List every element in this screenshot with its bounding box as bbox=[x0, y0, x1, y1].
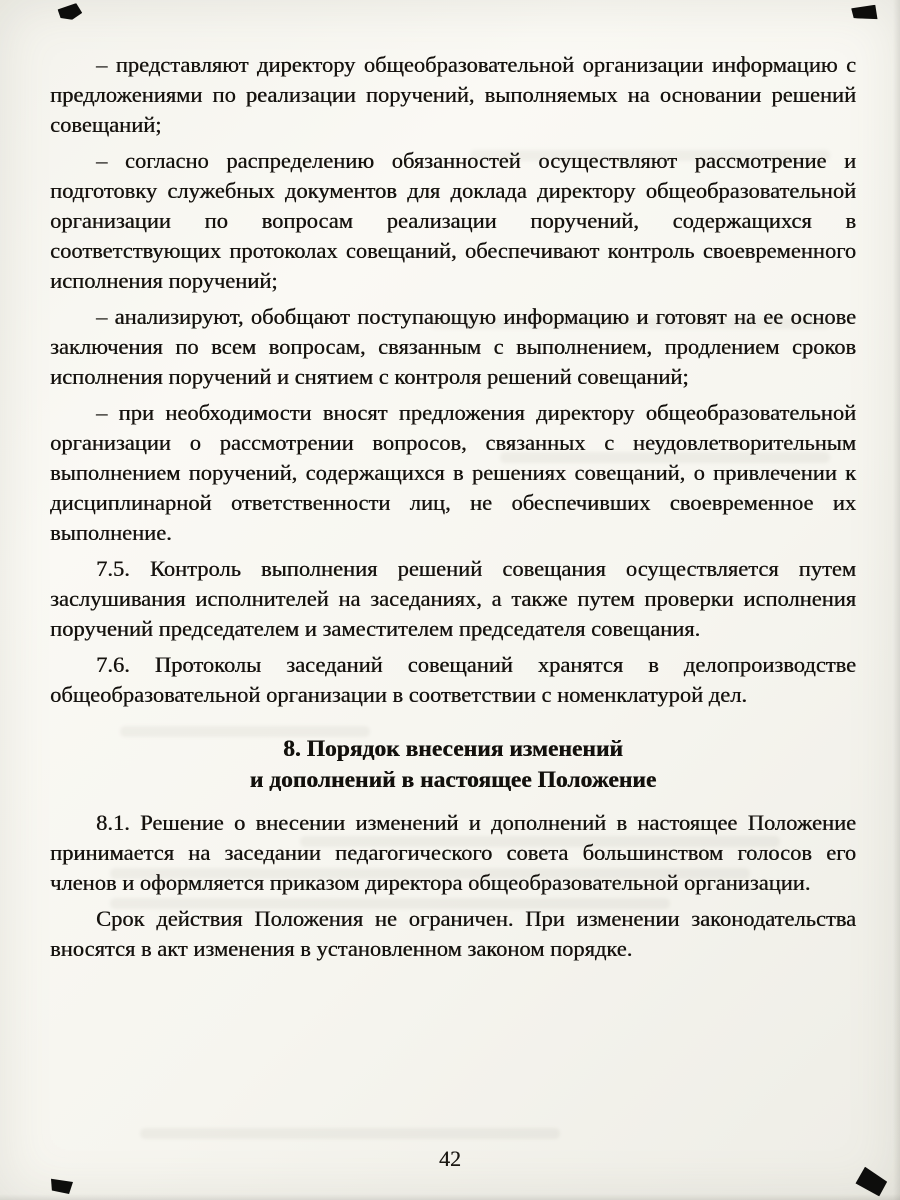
paragraph-8-1: 8.1. Решение о внесении изменений и дополнений в настоящее Положение принимается на заседании педагогического совета большинством голосов его членов и оформляется приказом директора общеобразовательной организации. bbox=[50, 810, 856, 895]
section-8-heading bbox=[50, 734, 856, 796]
section-heading-line-2: и дополнений в настоящее Положение bbox=[249, 767, 657, 793]
paragraph-7-5: 7.5. Контроль выполнения решений совещания осуществляется путем заслушивания исполнителей на заседаниях, а также путем проверки исполнения поручений председателем и заместителем председателя совещания. bbox=[50, 556, 856, 641]
page-edge-shadow-right bbox=[893, 0, 900, 1200]
ink-bleed-artifact bbox=[140, 1128, 560, 1139]
paragraph-7-6: 7.6. Протоколы заседаний совещаний хранятся в делопроизводстве общеобразовательной организации в соответствии с номенклатурой дел. bbox=[50, 652, 856, 707]
scan-artifact-corner-top-right bbox=[851, 3, 879, 20]
section-heading-line-1: 8. Порядок внесения изменений bbox=[283, 736, 623, 762]
paragraph-dash-item-3: – анализируют, обобщают поступающую информацию и готовят на ее основе заключения по всем вопросам, связанным с выполнением, продлением сроков исполнения поручений и снятием с контроля решений совещаний; bbox=[50, 304, 856, 389]
scan-artifact-corner-bottom-left bbox=[51, 1178, 73, 1194]
scan-artifact-corner-top-left bbox=[57, 3, 83, 22]
document-body bbox=[50, 50, 856, 970]
paragraph-dash-item-1: – представляют директору общеобразовательной организации информацию с предложениями по реализации поручений, выполняемых на основании решений совещаний; bbox=[50, 52, 856, 137]
page-number: 42 bbox=[439, 1146, 461, 1171]
paragraph-dash-item-4: – при необходимости вносят предложения директору общеобразовательной организации о рассмотрении вопросов, связанных с неудовлетворительным выполнением поручений, содержащихся в решениях совещаний, о привлечении к дисциплинарной ответственности лиц, не обеспечивших своевременное их выполнение. bbox=[50, 400, 856, 545]
paragraph-dash-item-2: – согласно распределению обязанностей осуществляют рассмотрение и подготовку служебных документов для доклада директору общеобразовательной организации по вопросам реализации поручений, содержащихся в соответствующих протоколах совещаний, обеспечивают контроль своевременного исполнения поручений; bbox=[50, 148, 856, 293]
page-edge-shadow-bottom bbox=[0, 1194, 900, 1200]
paragraph-validity-term: Срок действия Положения не ограничен. При изменении законодательства вносятся в акт изменения в установленном законом порядке. bbox=[50, 906, 856, 961]
